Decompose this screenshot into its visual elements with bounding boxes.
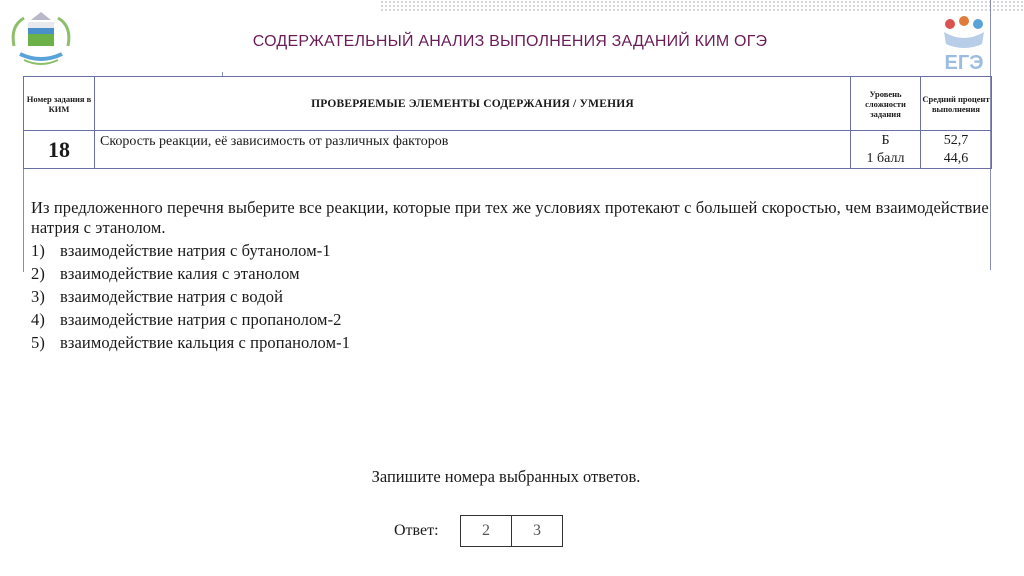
header-task-number: Номер задания в КИМ	[24, 77, 95, 131]
header-difficulty-level: Уровень сложности задания	[851, 77, 921, 131]
task-points: 1 балл	[866, 150, 905, 166]
option-text: взаимодействие калия с этанолом	[60, 264, 300, 283]
option-text: взаимодействие натрия с водой	[60, 287, 284, 306]
list-item	[31, 333, 989, 356]
list-item	[31, 310, 989, 333]
options-list	[31, 241, 989, 356]
answer-label: Ответ:	[394, 522, 439, 539]
table-row	[24, 131, 992, 169]
option-number: 5)	[31, 333, 45, 352]
percent-value-2: 44,6	[943, 150, 969, 166]
decorative-line	[23, 168, 24, 272]
decorative-dot-pattern	[380, 0, 1024, 12]
option-text: взаимодействие натрия с пропанолом-2	[60, 310, 342, 329]
page-title: СОДЕРЖАТЕЛЬНЫЙ АНАЛИЗ ВЫПОЛНЕНИЯ ЗАДАНИЙ КИМ ОГЭ	[252, 33, 768, 50]
difficulty-cell	[851, 131, 921, 169]
option-text: взаимодействие кальция с пропанолом-1	[60, 333, 351, 352]
option-number: 1)	[31, 241, 45, 260]
emblem-logo	[6, 6, 76, 70]
answer-cell[interactable]: 2	[460, 515, 512, 547]
percent-value-1: 52,7	[943, 132, 969, 148]
question-text: Из предложенного перечня выберите все реакции, которые при тех же условиях протекают с большей скоростью, чем взаимодействие натрия с этанолом.	[31, 198, 989, 237]
answer-box	[461, 515, 563, 547]
task-number: 18	[24, 131, 95, 169]
option-number: 4)	[31, 310, 45, 329]
table-header-row	[24, 77, 992, 131]
task-info-table	[23, 76, 992, 169]
difficulty-level: Б	[881, 132, 890, 148]
header-content-elements: ПРОВЕРЯЕМЫЕ ЭЛЕМЕНТЫ СОДЕРЖАНИЯ / УМЕНИЯ	[95, 77, 851, 131]
question-block	[31, 198, 989, 356]
task-description: Скорость реакции, её зависимость от различных факторов	[95, 131, 851, 169]
answer-instruction: Запишите номера выбранных ответов.	[371, 467, 641, 486]
list-item	[31, 287, 989, 310]
answer-cell[interactable]: 3	[511, 515, 563, 547]
ege-logo	[936, 14, 996, 76]
option-text: взаимодействие натрия с бутанолом-1	[60, 241, 331, 260]
option-number: 2)	[31, 264, 45, 283]
list-item	[31, 264, 989, 287]
list-item	[31, 241, 989, 264]
header-average-percent: Средний процент выполнения	[921, 77, 992, 131]
option-number: 3)	[31, 287, 45, 306]
svg-text:ЕГЭ: ЕГЭ	[944, 52, 984, 74]
percent-cell	[921, 131, 992, 169]
